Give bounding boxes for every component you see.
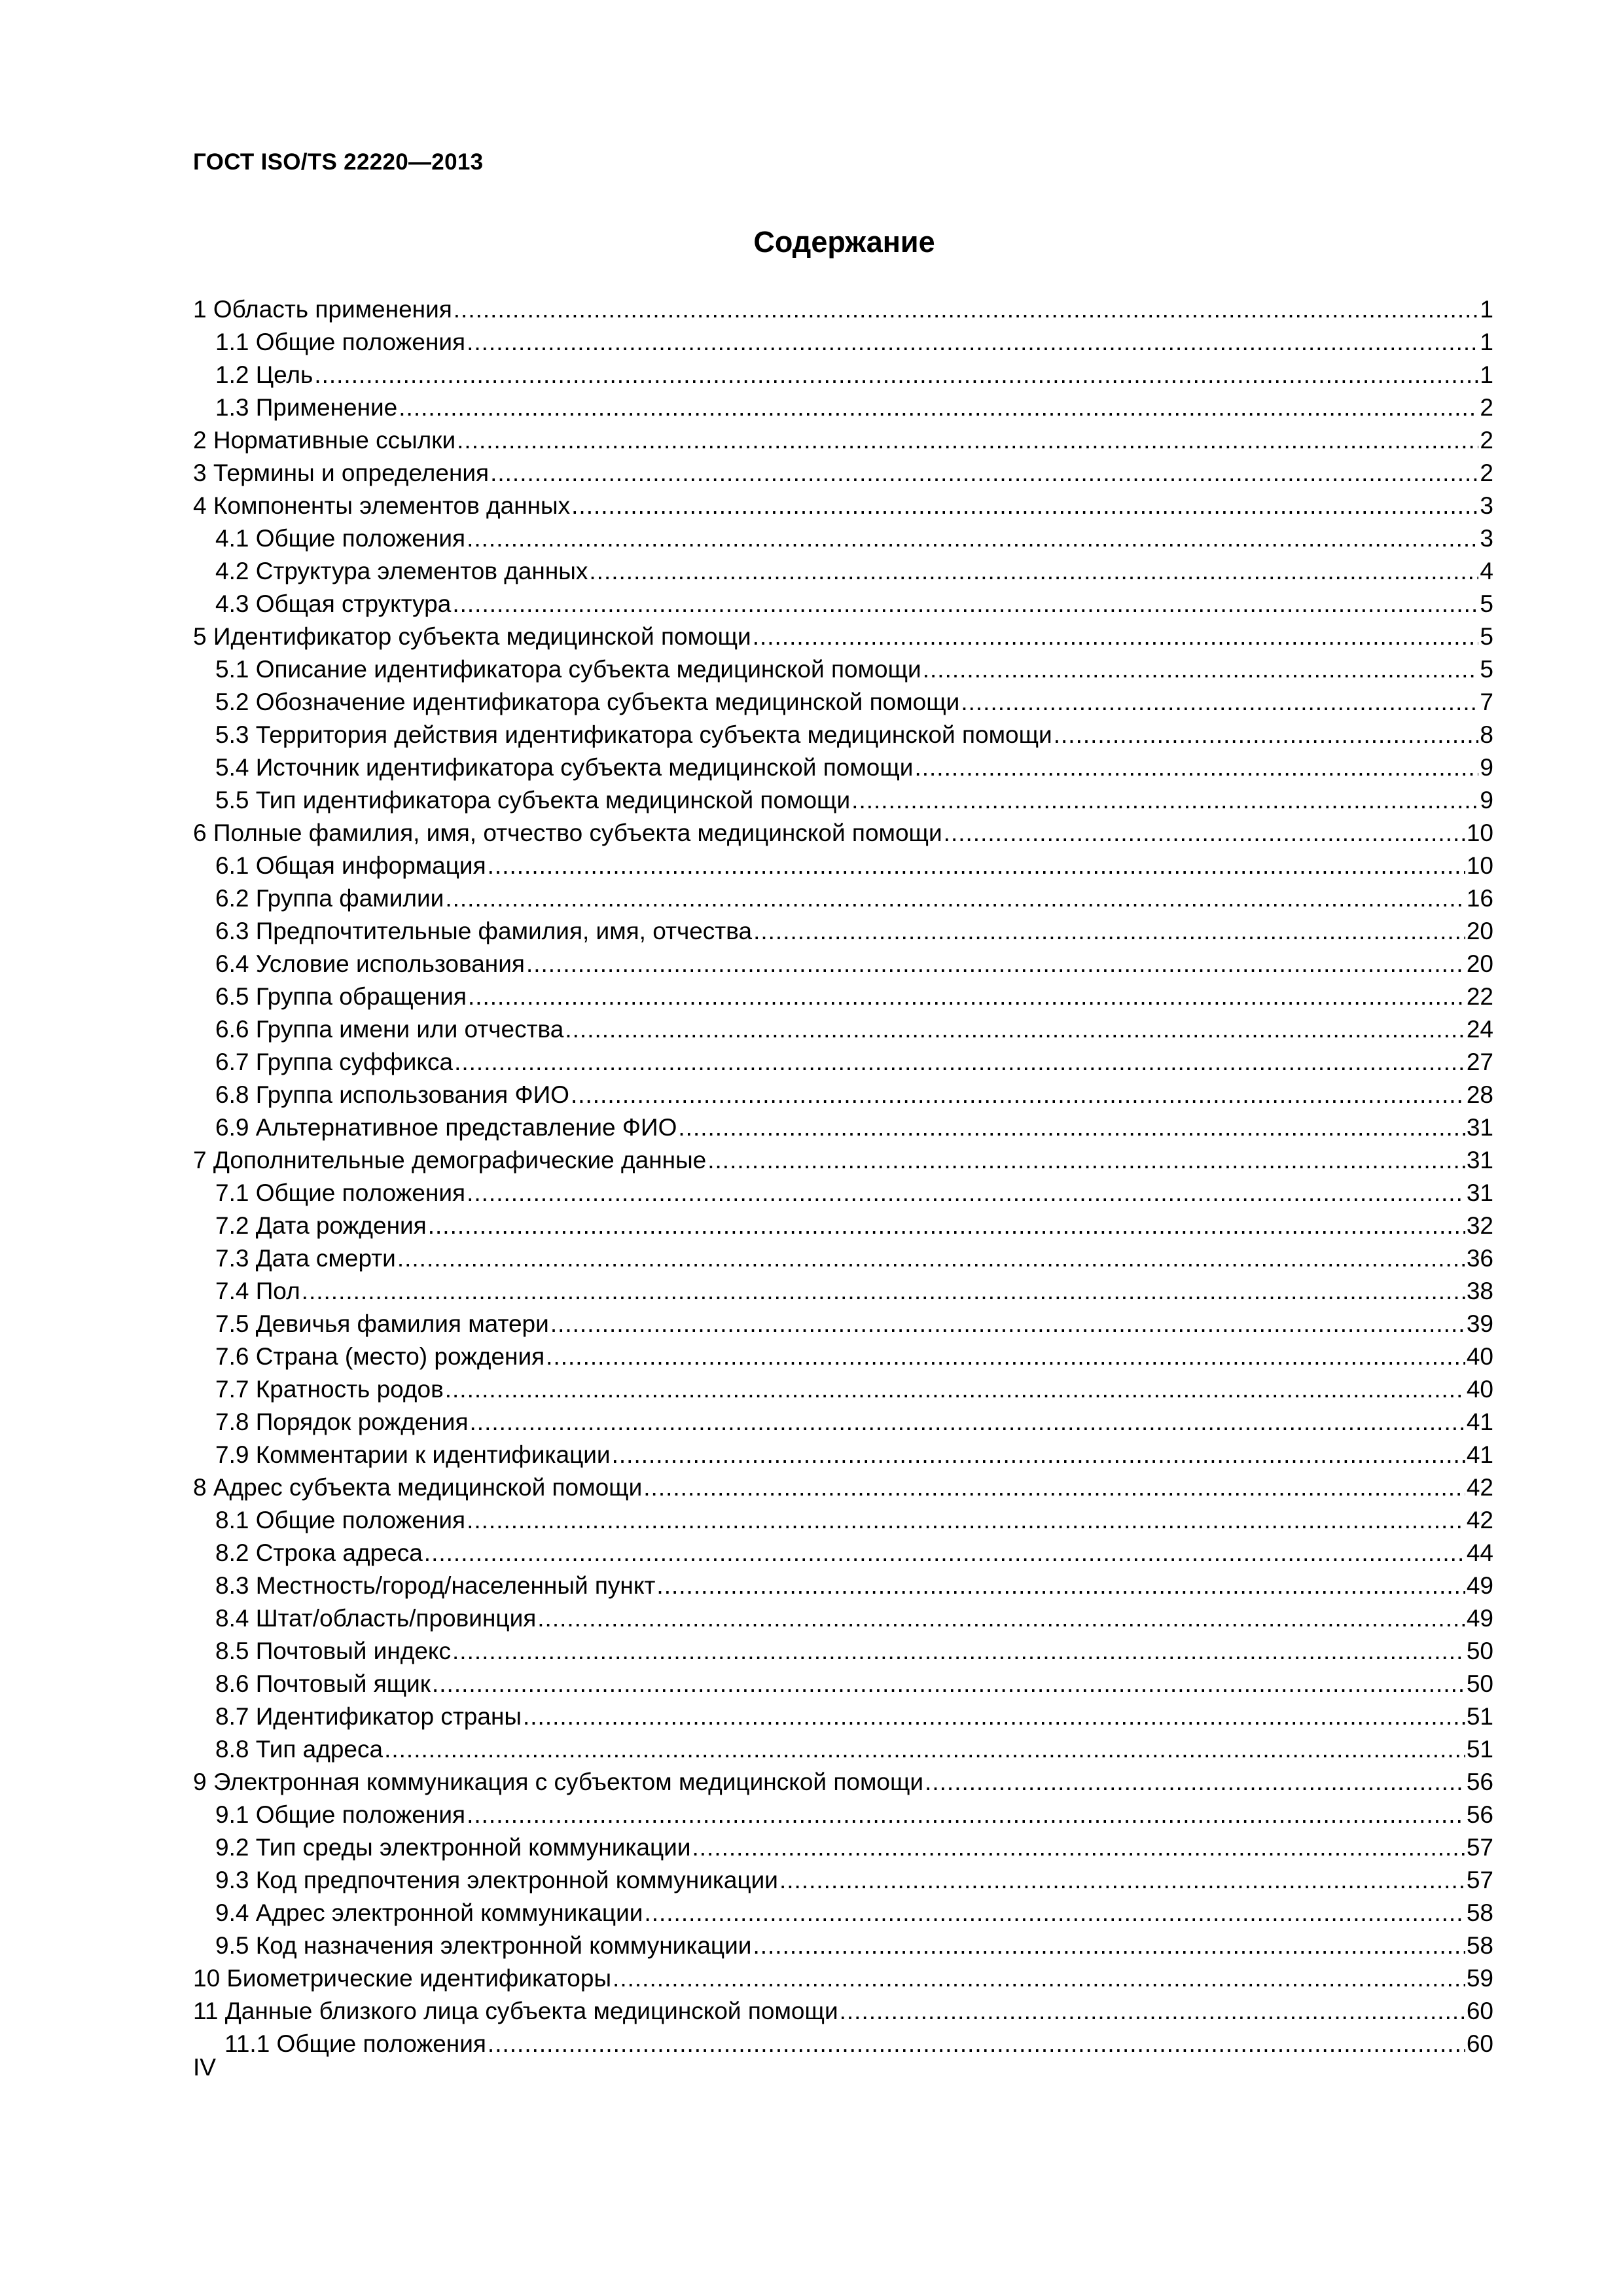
toc-entry-page: 44 <box>1466 1539 1493 1566</box>
toc-entry[interactable] <box>193 1995 1493 2028</box>
toc-entry-page: 24 <box>1466 1016 1493 1043</box>
toc-entry-title: 6.1 Общая информация <box>215 852 486 879</box>
toc-entry-page: 2 <box>1480 427 1493 454</box>
toc-dot-leader <box>753 620 1479 653</box>
toc-dot-leader <box>397 1242 1465 1275</box>
toc-dot-leader <box>470 1406 1465 1439</box>
toc-dot-leader <box>550 1308 1465 1340</box>
toc-entry-page: 50 <box>1466 1638 1493 1664</box>
toc-entry-title: 9.4 Адрес электронной коммуникации <box>215 1899 643 1926</box>
toc-dot-leader <box>488 850 1465 882</box>
toc-entry-title: 9 Электронная коммуникация с субъектом медицинской помощи <box>193 1768 924 1795</box>
toc-entry[interactable] <box>193 1766 1493 1799</box>
toc-entry[interactable] <box>193 588 1493 620</box>
toc-entry[interactable] <box>193 391 1493 424</box>
toc-entry[interactable] <box>193 1177 1493 1210</box>
toc-entry[interactable] <box>193 1668 1493 1700</box>
toc-entry-page: 5 <box>1480 623 1493 650</box>
toc-dot-leader <box>468 980 1465 1013</box>
toc-entry-page: 28 <box>1466 1081 1493 1108</box>
toc-dot-leader <box>523 1700 1465 1733</box>
toc-entry-title: 8.4 Штат/область/провинция <box>215 1605 537 1632</box>
toc-dot-leader <box>428 1210 1465 1242</box>
toc-entry-title: 6.7 Группа суффикса <box>215 1049 454 1075</box>
toc-dot-leader <box>612 1439 1465 1471</box>
toc-entry[interactable] <box>193 1504 1493 1537</box>
toc-dot-leader <box>424 1537 1465 1570</box>
toc-entry-title: 6.2 Группа фамилии <box>215 885 444 912</box>
toc-entry[interactable] <box>193 1929 1493 1962</box>
toc-entry-page: 58 <box>1466 1899 1493 1926</box>
toc-dot-leader <box>432 1668 1465 1700</box>
toc-entry-page: 1 <box>1480 361 1493 388</box>
toc-entry[interactable] <box>193 882 1493 915</box>
toc-entry-page: 50 <box>1466 1670 1493 1697</box>
toc-entry[interactable] <box>193 293 1493 326</box>
toc-dot-leader <box>707 1144 1465 1177</box>
toc-entry-page: 31 <box>1466 1179 1493 1206</box>
toc-entry[interactable] <box>193 1046 1493 1079</box>
toc-dot-leader <box>613 1962 1465 1995</box>
toc-entry-title: 5 Идентификатор субъекта медицинской помощи <box>193 623 751 650</box>
toc-entry[interactable] <box>193 751 1493 784</box>
toc-entry-page: 20 <box>1466 950 1493 977</box>
toc-entry[interactable] <box>193 1210 1493 1242</box>
toc-entry[interactable] <box>193 1144 1493 1177</box>
toc-entry[interactable] <box>193 359 1493 391</box>
toc-entry-page: 31 <box>1466 1147 1493 1174</box>
toc-entry-title: 11.1 Общие положения <box>224 2030 486 2057</box>
toc-entry[interactable] <box>193 555 1493 588</box>
toc-entry[interactable] <box>193 490 1493 522</box>
toc-dot-leader <box>452 588 1478 620</box>
toc-entry-title: 5.3 Территория действия идентификатора субъекта медицинской помощи <box>215 721 1052 748</box>
toc-entry-page: 10 <box>1466 852 1493 879</box>
toc-entry[interactable] <box>193 1275 1493 1308</box>
toc-entry[interactable] <box>193 686 1493 719</box>
toc-dot-leader <box>445 1373 1465 1406</box>
toc-entry-title: 8.3 Местность/город/населенный пункт <box>215 1572 656 1599</box>
toc-entry-title: 7.1 Общие положения <box>215 1179 466 1206</box>
toc-dot-leader <box>399 391 1478 424</box>
toc-dot-leader <box>526 948 1465 980</box>
toc-dot-leader <box>452 1635 1465 1668</box>
toc-entry[interactable] <box>193 424 1493 457</box>
toc-dot-leader <box>914 751 1478 784</box>
toc-entry[interactable] <box>193 1340 1493 1373</box>
toc-entry-page: 59 <box>1466 1965 1493 1992</box>
toc-entry-title: 5.5 Тип идентификатора субъекта медицинской помощи <box>215 787 851 814</box>
toc-entry-page: 60 <box>1466 2030 1493 2057</box>
toc-entry-title: 8.1 Общие положения <box>215 1507 466 1534</box>
toc-dot-leader <box>656 1570 1465 1602</box>
toc-entry-title: 9.1 Общие положения <box>215 1801 466 1828</box>
toc-dot-leader <box>925 1766 1465 1799</box>
toc-entry[interactable] <box>193 784 1493 817</box>
toc-entry-page: 22 <box>1466 983 1493 1010</box>
toc-entry-page: 51 <box>1466 1736 1493 1763</box>
toc-dot-leader <box>678 1111 1465 1144</box>
toc-entry[interactable] <box>193 1111 1493 1144</box>
toc-entry[interactable] <box>193 1537 1493 1570</box>
toc-entry[interactable] <box>193 1602 1493 1635</box>
toc-dot-leader <box>753 915 1465 948</box>
toc-entry-page: 27 <box>1466 1049 1493 1075</box>
toc-entry-title: 6 Полные фамилия, имя, отчество субъекта медицинской помощи <box>193 819 942 846</box>
toc-entry[interactable] <box>193 850 1493 882</box>
toc-dot-leader <box>454 293 1479 326</box>
toc-entry-page: 16 <box>1466 885 1493 912</box>
toc-title: Содержание <box>753 225 935 259</box>
toc-entry-title: 5.4 Источник идентификатора субъекта медицинской помощи <box>215 754 914 781</box>
toc-entry[interactable] <box>193 1308 1493 1340</box>
toc-entry-title: 7.3 Дата смерти <box>215 1245 396 1272</box>
toc-entry[interactable] <box>193 1831 1493 1864</box>
toc-entry[interactable] <box>193 522 1493 555</box>
toc-dot-leader <box>961 686 1478 719</box>
toc-dot-leader <box>467 326 1478 359</box>
toc-entry-page: 32 <box>1466 1212 1493 1239</box>
toc-entry-page: 8 <box>1480 721 1493 748</box>
toc-dot-leader <box>851 784 1478 817</box>
toc-entry[interactable] <box>193 1700 1493 1733</box>
toc-entry-page: 1 <box>1480 329 1493 355</box>
toc-entry-page: 36 <box>1466 1245 1493 1272</box>
toc-entry-page: 56 <box>1466 1801 1493 1828</box>
toc-entry-page: 41 <box>1466 1441 1493 1468</box>
toc-entry[interactable] <box>193 1733 1493 1766</box>
toc-entry[interactable] <box>193 620 1493 653</box>
toc-entry-page: 38 <box>1466 1278 1493 1304</box>
toc-dot-leader <box>923 653 1479 686</box>
toc-dot-leader <box>467 522 1478 555</box>
toc-entry[interactable] <box>193 1635 1493 1668</box>
toc-entry-title: 1.3 Применение <box>215 394 398 421</box>
toc-entry-title: 7.9 Комментарии к идентификации <box>215 1441 611 1468</box>
toc-entry-title: 4.1 Общие положения <box>215 525 466 552</box>
toc-dot-leader <box>589 555 1478 588</box>
toc-entry-title: 1 Область применения <box>193 296 452 323</box>
toc-entry[interactable] <box>193 1373 1493 1406</box>
toc-entry-page: 60 <box>1466 1998 1493 2024</box>
toc-entry[interactable] <box>193 1242 1493 1275</box>
toc-dot-leader <box>753 1929 1465 1962</box>
toc-entry-title: 1.2 Цель <box>215 361 313 388</box>
toc-entry-title: 8 Адрес субъекта медицинской помощи <box>193 1474 643 1501</box>
toc-dot-leader <box>454 1046 1465 1079</box>
toc-entry-title: 7.7 Кратность родов <box>215 1376 444 1403</box>
toc-dot-leader <box>546 1340 1465 1373</box>
toc-entry-page: 9 <box>1480 787 1493 814</box>
toc-entry-page: 42 <box>1466 1474 1493 1501</box>
toc-entry-page: 9 <box>1480 754 1493 781</box>
toc-entry-title: 1.1 Общие положения <box>215 329 466 355</box>
toc-dot-leader <box>1054 719 1479 751</box>
toc-entry-page: 49 <box>1466 1605 1493 1632</box>
toc-dot-leader <box>467 1177 1465 1210</box>
toc-entry-title: 8.2 Строка адреса <box>215 1539 423 1566</box>
toc-entry-page: 2 <box>1480 459 1493 486</box>
toc-dot-leader <box>384 1733 1465 1766</box>
toc-entry[interactable] <box>193 719 1493 751</box>
toc-entry[interactable] <box>193 1570 1493 1602</box>
toc-entry-page: 49 <box>1466 1572 1493 1599</box>
toc-entry[interactable] <box>193 1864 1493 1897</box>
toc-dot-leader <box>779 1864 1465 1897</box>
toc-entry-title: 6.9 Альтернативное представление ФИО <box>215 1114 677 1141</box>
toc-entry-page: 58 <box>1466 1932 1493 1959</box>
toc-entry-title: 9.3 Код предпочтения электронной коммуникации <box>215 1867 778 1893</box>
toc-dot-leader <box>644 1897 1465 1929</box>
toc-entry[interactable] <box>193 2028 1493 2060</box>
toc-entry-title: 7.5 Девичья фамилия матери <box>215 1310 549 1337</box>
toc-dot-leader <box>467 1799 1465 1831</box>
toc-entry-title: 9.2 Тип среды электронной коммуникации <box>215 1834 691 1861</box>
toc-entry-page: 4 <box>1480 558 1493 584</box>
toc-entry[interactable] <box>193 1799 1493 1831</box>
toc-entry-page: 57 <box>1466 1867 1493 1893</box>
toc-entry-page: 3 <box>1480 492 1493 519</box>
toc-entry-page: 57 <box>1466 1834 1493 1861</box>
toc-entry[interactable] <box>193 948 1493 980</box>
toc-dot-leader <box>571 1079 1465 1111</box>
toc-entry-page: 39 <box>1466 1310 1493 1337</box>
toc-entry[interactable] <box>193 1013 1493 1046</box>
toc-entry-page: 51 <box>1466 1703 1493 1730</box>
toc-entry-title: 7.4 Пол <box>215 1278 300 1304</box>
toc-entry-title: 6.5 Группа обращения <box>215 983 467 1010</box>
toc-dot-leader <box>314 359 1478 391</box>
toc-entry-title: 7.2 Дата рождения <box>215 1212 427 1239</box>
toc-entry[interactable] <box>193 1406 1493 1439</box>
toc-entry[interactable] <box>193 653 1493 686</box>
toc-entry-title: 7.8 Порядок рождения <box>215 1408 469 1435</box>
toc-entry-title: 10 Биометрические идентификаторы <box>193 1965 612 1992</box>
toc-entry[interactable] <box>193 1471 1493 1504</box>
toc-entry[interactable] <box>193 1079 1493 1111</box>
toc-entry-title: 5.2 Обозначение идентификатора субъекта медицинской помощи <box>215 689 960 715</box>
toc-dot-leader <box>692 1831 1465 1864</box>
toc-entry-title: 7.6 Страна (место) рождения <box>215 1343 545 1370</box>
toc-dot-leader <box>944 817 1465 850</box>
toc-entry-title: 4.2 Структура элементов данных <box>215 558 588 584</box>
toc-dot-leader <box>537 1602 1465 1635</box>
toc-entry-title: 8.7 Идентификатор страны <box>215 1703 522 1730</box>
toc-entry-page: 5 <box>1480 590 1493 617</box>
toc-dot-leader <box>457 424 1478 457</box>
toc-entry-page: 2 <box>1480 394 1493 421</box>
page-number: IV <box>193 2054 216 2081</box>
toc-dot-leader <box>488 2028 1465 2060</box>
toc-dot-leader <box>490 457 1478 490</box>
toc-entry-page: 5 <box>1480 656 1493 683</box>
toc-entry[interactable] <box>193 915 1493 948</box>
toc-entry-page: 42 <box>1466 1507 1493 1534</box>
toc-dot-leader <box>445 882 1465 915</box>
toc-entry-title: 3 Термины и определения <box>193 459 490 486</box>
toc-entry-page: 20 <box>1466 918 1493 944</box>
toc-dot-leader <box>571 490 1478 522</box>
toc-entry-title: 6.8 Группа использования ФИО <box>215 1081 569 1108</box>
toc-entry-page: 40 <box>1466 1343 1493 1370</box>
toc-dot-leader <box>467 1504 1465 1537</box>
toc-dot-leader <box>840 1995 1465 2028</box>
toc-entry-page: 31 <box>1466 1114 1493 1141</box>
toc-entry[interactable] <box>193 1439 1493 1471</box>
toc-entry-page: 40 <box>1466 1376 1493 1403</box>
toc-entry-title: 8.6 Почтовый ящик <box>215 1670 431 1697</box>
toc-entry-title: 11 Данные близкого лица субъекта медицинской помощи <box>193 1998 838 2024</box>
toc-entry[interactable] <box>193 326 1493 359</box>
toc-entry-page: 56 <box>1466 1768 1493 1795</box>
toc-dot-leader <box>302 1275 1465 1308</box>
toc-entry[interactable] <box>193 980 1493 1013</box>
toc-entry-page: 3 <box>1480 525 1493 552</box>
toc-entry-page: 10 <box>1466 819 1493 846</box>
toc-entry[interactable] <box>193 457 1493 490</box>
toc-entry[interactable] <box>193 1897 1493 1929</box>
toc-entry-title: 7 Дополнительные демографические данные <box>193 1147 707 1174</box>
toc-entry[interactable] <box>193 1962 1493 1995</box>
toc-entry-page: 7 <box>1480 689 1493 715</box>
toc-entry-title: 9.5 Код назначения электронной коммуникации <box>215 1932 752 1959</box>
toc-entry-page: 41 <box>1466 1408 1493 1435</box>
toc-entry-title: 4 Компоненты элементов данных <box>193 492 571 519</box>
toc-dot-leader <box>643 1471 1465 1504</box>
toc-entry-page: 1 <box>1480 296 1493 323</box>
toc-entry-title: 2 Нормативные ссылки <box>193 427 456 454</box>
toc-entry-title: 6.3 Предпочтительные фамилия, имя, отчества <box>215 918 753 944</box>
document-header: ГОСТ ISO/TS 22220—2013 <box>193 149 484 175</box>
table-of-contents <box>193 293 1493 2060</box>
toc-entry-title: 8.8 Тип адреса <box>215 1736 383 1763</box>
toc-entry[interactable] <box>193 817 1493 850</box>
toc-entry-title: 5.1 Описание идентификатора субъекта медицинской помощи <box>215 656 921 683</box>
toc-entry-title: 4.3 Общая структура <box>215 590 452 617</box>
toc-entry-title: 6.6 Группа имени или отчества <box>215 1016 564 1043</box>
toc-entry-title: 6.4 Условие использования <box>215 950 525 977</box>
toc-entry-title: 8.5 Почтовый индекс <box>215 1638 452 1664</box>
toc-dot-leader <box>565 1013 1465 1046</box>
